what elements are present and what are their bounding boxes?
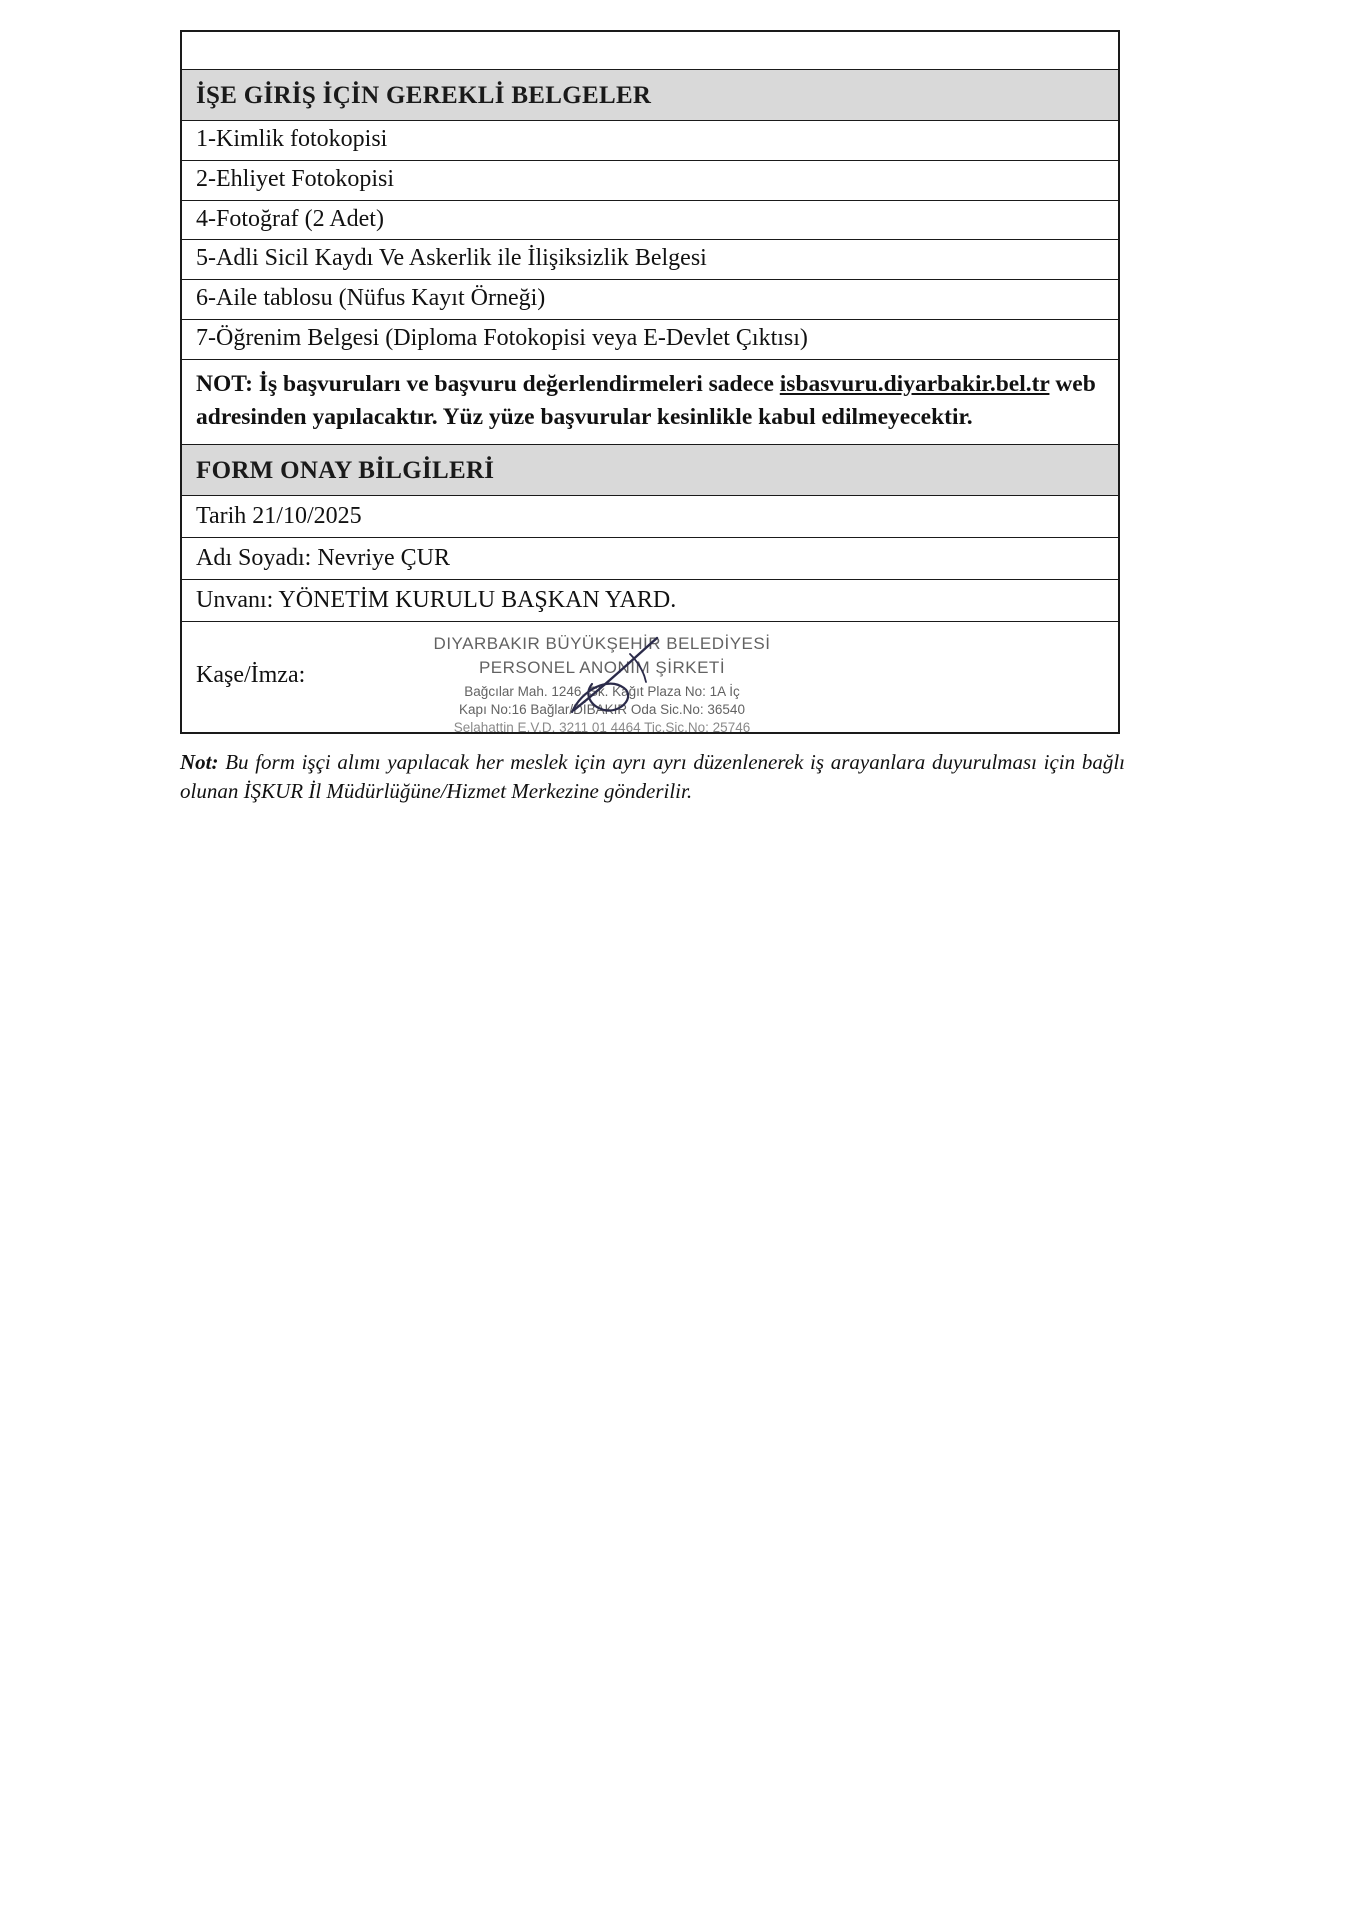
stamp-signature-row (182, 622, 1118, 736)
footer-note-text: Bu form işçi alımı yapılacak her meslek için ayrı ayrı düzenlenerek iş arayanlara duyurulması için bağlı olunan İŞKUR İl Müdürlüğüne/Hizmet Merkezine gönderilir. (180, 750, 1125, 803)
company-stamp (392, 628, 812, 736)
table-row: 5-Adli Sicil Kaydı Ve Askerlik ile İlişiksizlik Belgesi (182, 240, 1118, 280)
table-row: 6-Aile tablosu (Nüfus Kayıt Örneği) (182, 280, 1118, 320)
section-header-required-documents: İŞE GİRİŞ İÇİN GEREKLİ BELGELER (182, 70, 1118, 121)
table-row: 1-Kimlik fotokopisi (182, 121, 1118, 161)
approval-date: Tarih 21/10/2025 (182, 496, 1118, 538)
stamp-line-2: PERSONEL ANONİM ŞİRKETİ (478, 658, 726, 678)
approval-name: Adı Soyadı: Nevriye ÇUR (182, 538, 1118, 580)
footer-note-label: Not: (180, 750, 219, 774)
approval-title: Unvanı: YÖNETİM KURULU BAŞKAN YARD. (182, 580, 1118, 622)
table-row: 4-Fotoğraf (2 Adet) (182, 201, 1118, 241)
stamp-line-3: Bağcılar Mah. 1246. Sk. Kağıt Plaza No: 1A İç (464, 684, 740, 700)
stamp-line-1: DIYARBAKIR BÜYÜKŞEHİR BELEDİYESİ (433, 634, 771, 654)
table-row: 2-Ehliyet Fotokopisi (182, 161, 1118, 201)
section-header-approval: FORM ONAY BİLGİLERİ (182, 445, 1118, 496)
table-row: 7-Öğrenim Belgesi (Diploma Fotokopisi veya E-Devlet Çıktısı) (182, 320, 1118, 360)
stamp-line-4: Kapı No:16 Bağlar/DİBAKIR Oda Sic.No: 36540 (459, 702, 745, 718)
application-note-prefix: NOT: İş başvuruları ve başvuru değerlendirmeleri sadece (196, 370, 780, 397)
form-table (180, 30, 1120, 734)
application-url[interactable]: isbasvuru.diyarbakir.bel.tr (779, 370, 1050, 397)
stamp-line-5: Selahattin E.V.D. 3211 01 4464 Tic.Sic.No: 25746 (453, 720, 751, 736)
table-empty-row (182, 32, 1118, 70)
application-note (182, 360, 1118, 446)
stamp-label: Kaşe/İmza: (196, 662, 306, 689)
application-note-suffix: web adresinden yapılacaktır. Yüz yüze başvurular kesinlikle kabul edilmeyecektir. (196, 370, 1096, 430)
footer-note (180, 748, 1125, 806)
